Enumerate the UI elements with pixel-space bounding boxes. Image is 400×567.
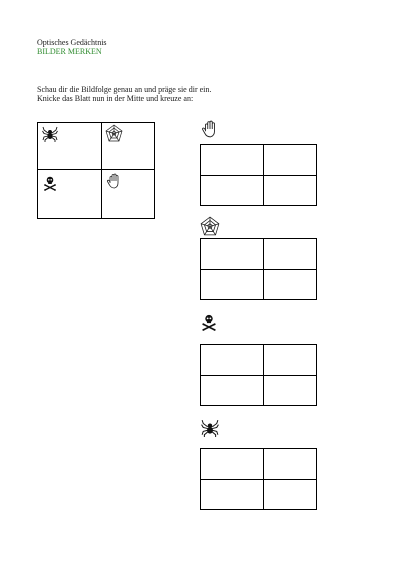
worksheet-subtitle: BILDER MERKEN (37, 47, 102, 56)
study-grid (37, 122, 155, 219)
answer-grid-4 (200, 448, 317, 510)
hand-icon (201, 120, 219, 138)
spiderweb-icon (200, 216, 220, 236)
instruction-line-1: Schau dir die Bildfolge genau an und präge sie dir ein. (37, 85, 212, 94)
spiderweb-icon (105, 124, 123, 142)
skull-crossbones-icon (42, 175, 58, 191)
grid-divider (101, 123, 102, 218)
instruction-line-2: Knicke das Blatt nun in der Mitte und kreuze an: (37, 94, 194, 103)
hand-icon (106, 173, 122, 189)
grid-divider (201, 375, 316, 376)
spider-icon (42, 126, 58, 142)
answer-grid-3 (200, 344, 317, 406)
grid-divider (201, 479, 316, 480)
worksheet-title: Optisches Gedächtnis (37, 38, 107, 47)
skull-crossbones-icon (200, 313, 218, 331)
spider-icon (201, 419, 219, 437)
grid-divider (38, 169, 154, 170)
answer-grid-1 (200, 144, 317, 206)
grid-divider (201, 269, 316, 270)
answer-grid-2 (200, 238, 317, 300)
grid-divider (201, 175, 316, 176)
